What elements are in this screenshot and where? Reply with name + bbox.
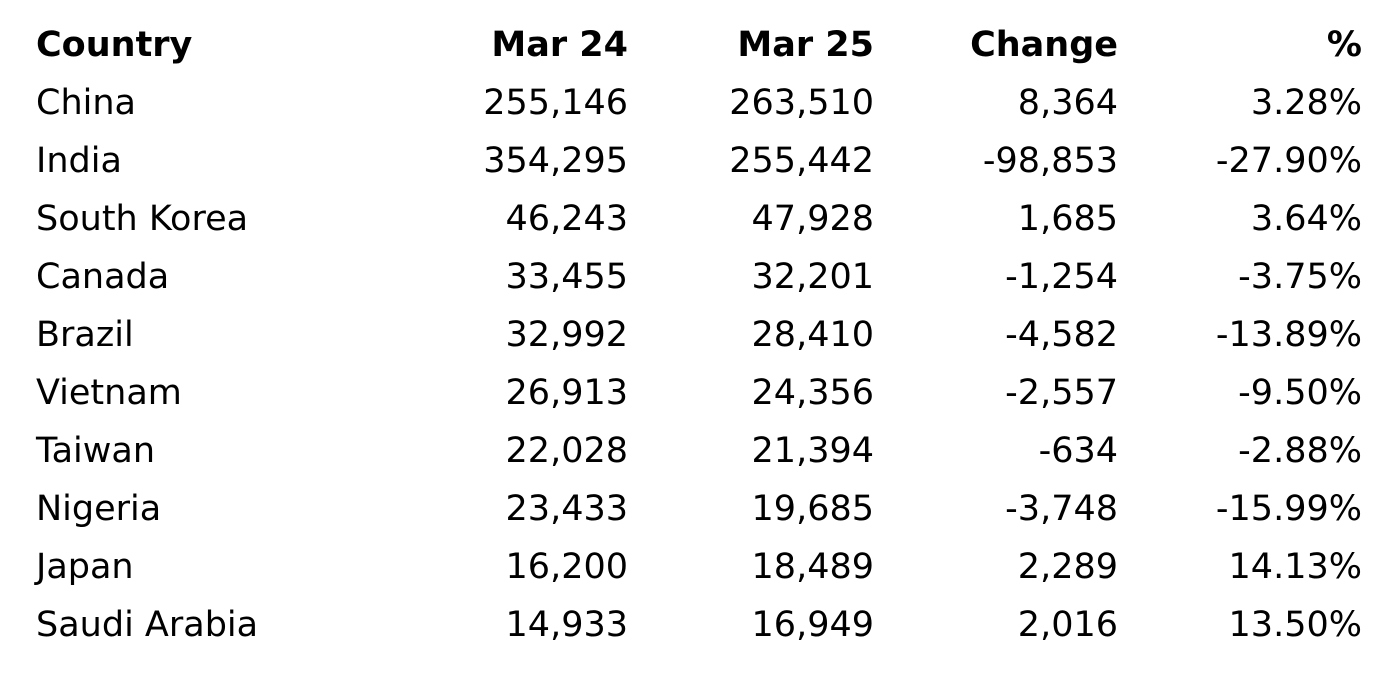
cell-change: -3,748 [1005,489,1118,529]
cell-percent: -27.90% [1215,141,1362,181]
cell-mar-25: 16,949 [751,605,874,645]
header-mar-24: Mar 24 [491,25,628,65]
cell-mar-24: 22,028 [505,431,628,471]
table-body [36,74,1362,654]
cell-mar-25: 263,510 [729,83,874,123]
cell-percent: -2.88% [1238,431,1362,471]
cell-percent: 14.13% [1228,547,1362,587]
cell-mar-25: 19,685 [751,489,874,529]
cell-change: -98,853 [982,141,1118,181]
cell-country: Vietnam [36,373,182,413]
cell-mar-24: 255,146 [483,83,628,123]
cell-country: Saudi Arabia [36,605,259,645]
cell-mar-24: 16,200 [505,547,628,587]
table-row [36,190,1362,248]
table-header [36,16,1362,74]
cell-country: Japan [36,547,134,587]
cell-country: Taiwan [36,431,156,471]
cell-mar-24: 26,913 [505,373,628,413]
cell-percent: 3.64% [1250,199,1362,239]
cell-change: 2,016 [1017,605,1118,645]
cell-mar-24: 33,455 [505,257,628,297]
cell-percent: 3.28% [1250,83,1362,123]
table-row [36,248,1362,306]
cell-percent: -9.50% [1238,373,1362,413]
table-row [36,596,1362,654]
cell-percent: -13.89% [1215,315,1362,355]
cell-mar-25: 255,442 [729,141,874,181]
cell-mar-24: 32,992 [505,315,628,355]
cell-mar-25: 47,928 [751,199,874,239]
cell-mar-25: 18,489 [751,547,874,587]
cell-mar-24: 23,433 [505,489,628,529]
cell-change: -2,557 [1005,373,1118,413]
cell-percent: 13.50% [1228,605,1362,645]
cell-mar-25: 21,394 [751,431,874,471]
table-row [36,538,1362,596]
table-row [36,306,1362,364]
cell-change: 2,289 [1017,547,1118,587]
cell-change: 8,364 [1017,83,1118,123]
cell-mar-25: 28,410 [751,315,874,355]
header-change: Change [970,25,1118,65]
header-row [36,16,1362,74]
table-row [36,480,1362,538]
cell-country: China [36,83,136,123]
table-row [36,74,1362,132]
table-row [36,132,1362,190]
data-table-container [36,16,1362,654]
cell-change: -634 [1038,431,1118,471]
cell-mar-24: 14,933 [505,605,628,645]
cell-percent: -3.75% [1238,257,1362,297]
table-row [36,364,1362,422]
cell-change: -1,254 [1005,257,1118,297]
cell-country: Brazil [36,315,134,355]
cell-mar-25: 32,201 [751,257,874,297]
cell-country: South Korea [36,199,249,239]
cell-mar-24: 46,243 [505,199,628,239]
cell-country: Canada [36,257,170,297]
cell-change: 1,685 [1017,199,1118,239]
cell-change: -4,582 [1005,315,1118,355]
country-comparison-table [36,16,1362,654]
cell-mar-25: 24,356 [751,373,874,413]
header-country: Country [36,25,193,65]
cell-mar-24: 354,295 [483,141,628,181]
cell-country: India [36,141,122,181]
cell-percent: -15.99% [1215,489,1362,529]
header-percent: % [1326,25,1362,65]
cell-country: Nigeria [36,489,162,529]
table-row [36,422,1362,480]
header-mar-25: Mar 25 [737,25,874,65]
